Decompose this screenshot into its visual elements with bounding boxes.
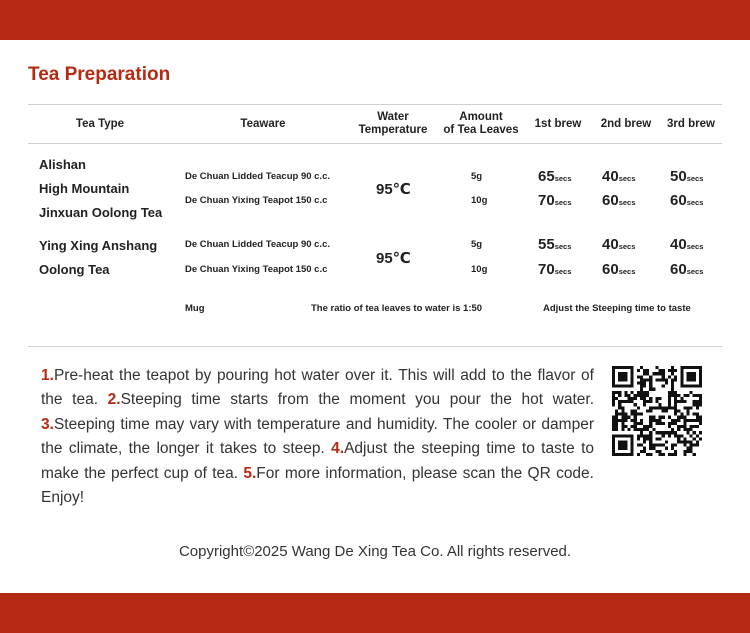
instruction-number: 4. [331, 440, 345, 458]
tea-type-name-line: Ying Xing Anshang [39, 238, 158, 253]
brew-time-value: 50 [670, 168, 687, 185]
instruction-text: Steeping time may vary with temperature and humidity. The cooler or damper the climate, the longer it takes to steep. [41, 415, 594, 458]
header-amount [438, 111, 524, 137]
brew-time-unit: secs [618, 267, 636, 276]
brew-time-cell [602, 192, 635, 209]
instruction-text: For more information, please scan the QR code. Enjoy! [41, 464, 594, 507]
brew-time-unit: secs [554, 198, 572, 207]
brew-time-value: 70 [538, 261, 555, 278]
tea-type-name-line: High Mountain [39, 181, 130, 196]
note-adjust: Adjust the Steeping time to taste [543, 303, 691, 314]
brew-time-cell [602, 168, 635, 185]
instruction-text: Adjust the steeping time to taste to make the perfect cup of tea. [41, 440, 594, 482]
instruction-number: 5. [243, 464, 257, 482]
brew-time-unit: secs [686, 242, 704, 251]
brew-time-cell [538, 261, 571, 278]
brew-time-cell [670, 236, 703, 253]
amount-cell: 10g [471, 195, 488, 206]
brew-time-value: 60 [602, 261, 619, 278]
instruction-number: 1. [41, 367, 54, 384]
instruction-text: Pre-heat the teapot by pouring hot water over it. This will add to the flavor of the tea. [41, 367, 594, 409]
brew-time-unit: secs [618, 174, 636, 183]
header-brew-3: 3rd brew [667, 118, 715, 130]
teaware-cell: De Chuan Yixing Teapot 150 c.c [185, 264, 328, 275]
brew-time-cell [602, 261, 635, 278]
copyright-text: Copyright©2025 Wang De Xing Tea Co. All rights reserved. [178, 543, 572, 560]
instructions-paragraph [41, 364, 594, 510]
brew-time-cell [538, 168, 571, 185]
tea-type-name-line: Oolong Tea [39, 262, 110, 277]
brew-time-unit: secs [686, 198, 704, 207]
header-brew-1: 1st brew [534, 118, 582, 130]
header-water-temperature [352, 111, 434, 137]
brew-time-cell [538, 192, 571, 209]
brew-time-cell [602, 236, 635, 253]
qr-code-icon[interactable] [612, 366, 702, 456]
brew-time-cell [670, 168, 703, 185]
brew-time-cell [670, 261, 703, 278]
brew-time-unit: secs [686, 267, 704, 276]
instruction-number: 3. [41, 415, 54, 433]
brew-time-unit: secs [554, 174, 572, 183]
brew-time-value: 40 [670, 236, 687, 253]
amount-cell: 5g [471, 171, 483, 182]
table-header-divider [28, 143, 722, 144]
page-title: Tea Preparation [28, 64, 171, 85]
amount-cell: 5g [471, 239, 483, 250]
brew-time-value: 70 [538, 192, 555, 209]
brew-time-unit: secs [618, 242, 636, 251]
brew-time-value: 60 [670, 261, 687, 278]
brew-time-value: 65 [538, 168, 555, 185]
note-ratio: The ratio of tea leaves to water is 1:50 [311, 303, 483, 314]
instruction-text: Steeping time starts from the moment you pour the hot water. [120, 391, 595, 409]
temperature-cell: 95℃ [376, 181, 411, 198]
brew-time-value: 40 [602, 168, 619, 185]
brew-time-value: 60 [602, 192, 619, 209]
table-bottom-divider [28, 346, 722, 347]
teaware-cell: De Chuan Lidded Teacup 90 c.c. [185, 239, 330, 250]
top-banner [0, 0, 750, 40]
brew-time-value: 60 [670, 192, 687, 209]
brew-time-unit: secs [618, 198, 636, 207]
tea-type-name-line: Jinxuan Oolong Tea [39, 205, 163, 220]
brew-time-value: 55 [538, 236, 555, 253]
header-teaware: Teaware [240, 118, 286, 130]
brew-time-unit: secs [554, 267, 572, 276]
teaware-cell: De Chuan Lidded Teacup 90 c.c. [185, 171, 330, 182]
temperature-cell: 95℃ [376, 250, 411, 267]
header-brew-2: 2nd brew [600, 118, 652, 130]
table-top-divider [28, 104, 722, 105]
brew-time-value: 40 [602, 236, 619, 253]
header-water-temperature-line1: Water [377, 111, 409, 123]
brew-time-cell [538, 236, 571, 253]
brew-time-unit: secs [554, 242, 572, 251]
instruction-number: 2. [107, 391, 121, 409]
brew-time-cell [670, 192, 703, 209]
note-mug: Mug [185, 303, 205, 314]
header-amount-line2: of Tea Leaves [443, 124, 519, 136]
brew-time-unit: secs [686, 174, 704, 183]
teaware-cell: De Chuan Yixing Teapot 150 c.c [185, 195, 328, 206]
tea-type-name-line: Alishan [39, 157, 86, 172]
amount-cell: 10g [471, 264, 488, 275]
bottom-banner [0, 593, 750, 633]
header-amount-line1: Amount [459, 111, 503, 123]
header-water-temperature-line2: Temperature [358, 124, 428, 136]
header-tea-type: Tea Type [75, 118, 125, 130]
